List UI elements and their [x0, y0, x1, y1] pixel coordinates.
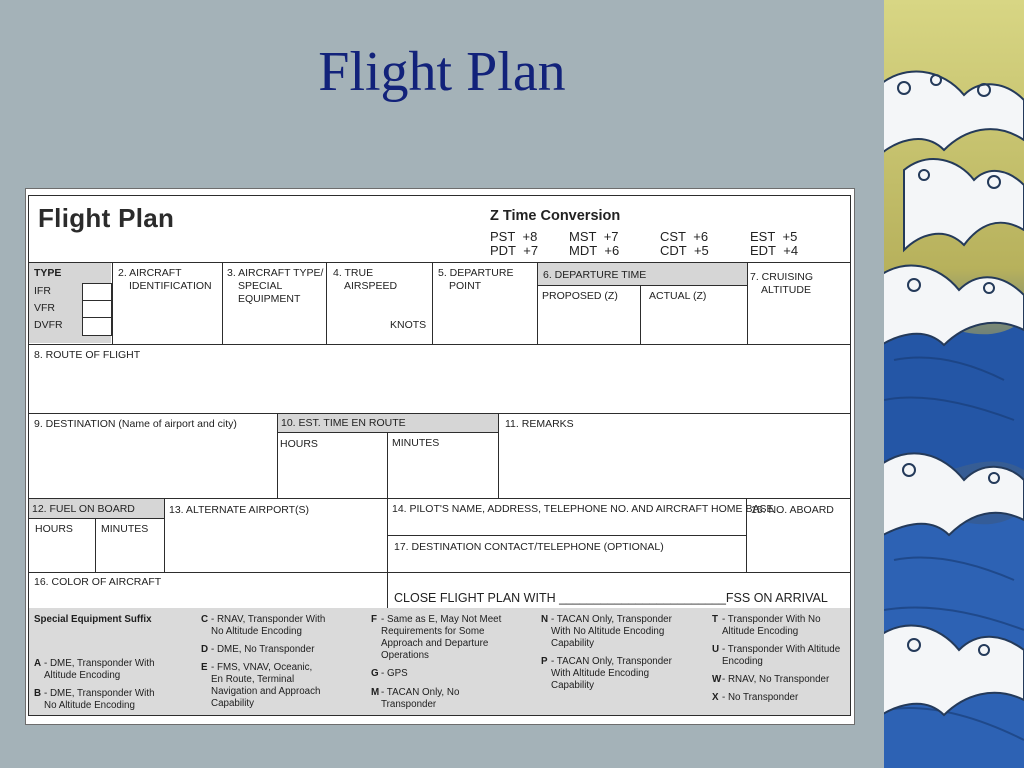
fuel-hours-field[interactable] [29, 537, 94, 571]
close-flight-plan-text: CLOSE FLIGHT PLAN WITH ________________________FSS ON ARRIVAL [394, 591, 828, 605]
ete-minutes-label: MINUTES [392, 437, 440, 449]
departure-proposed-field[interactable] [538, 305, 639, 343]
grid-line [28, 518, 164, 519]
departure-point-field[interactable] [433, 298, 536, 343]
aircraft-type-label-3: EQUIPMENT [238, 293, 301, 305]
suffix-w-code: W [712, 674, 722, 685]
fuel-minutes-field[interactable] [96, 537, 163, 571]
z-zone-pst: PST +8 [490, 229, 538, 244]
aircraft-type-label-1: 3. AIRCRAFT TYPE/ [227, 267, 324, 279]
suffix-p-code: P [541, 656, 548, 667]
z-zone-edt: EDT +4 [750, 243, 799, 258]
grid-line [28, 572, 851, 573]
suffix-w-text: - RNAV, No Transponder [722, 674, 830, 685]
ete-hours-label: HOURS [280, 438, 318, 450]
suffix-e-text: - FMS, VNAV, Oceanic, En Route, Terminal Navigation and Approach Capability [211, 662, 321, 709]
suffix-d-text: - DME, No Transponder [211, 644, 315, 655]
suffix-b-code: B [34, 688, 42, 699]
suffix-m-code: M [371, 687, 380, 698]
suffix-b-text: - DME, Transponder With No Altitude Encoding [44, 688, 155, 711]
slide-title: Flight Plan [318, 41, 566, 103]
z-zone-pdt: PDT +7 [490, 243, 539, 258]
suffix-t-text: - Transponder With No Altitude Encoding [722, 614, 821, 637]
suffix-g-code: G [371, 668, 379, 679]
suffix-u-code: U [712, 644, 720, 655]
aircraft-id-label-1: 2. AIRCRAFT [118, 267, 182, 279]
form-grid [28, 195, 851, 716]
remarks-label: 11. REMARKS [505, 418, 574, 430]
airspeed-unit: KNOTS [390, 319, 427, 331]
grid-line [387, 535, 746, 536]
z-zone-mdt: MDT +6 [569, 243, 620, 258]
remarks-field[interactable] [499, 433, 850, 497]
z-zone-mst: MST +7 [569, 229, 619, 244]
grid-line [28, 413, 851, 414]
ete-hours-field[interactable] [278, 453, 386, 497]
alternate-field[interactable] [165, 519, 386, 571]
cruising-alt-label-2: ALTITUDE [761, 284, 811, 296]
type-label: TYPE [34, 267, 62, 279]
grid-line [28, 344, 851, 345]
z-zone-cst: CST +6 [660, 229, 709, 244]
grid-line [28, 498, 851, 499]
cruising-alt-label-1: 7. CRUISING [750, 271, 814, 283]
alternate-label: 13. ALTERNATE AIRPORT(S) [169, 504, 310, 516]
flight-plan-form [25, 188, 855, 725]
suffix-p-text: - TACAN Only, Transponder With Altitude Encoding Capability [551, 656, 672, 691]
departure-time-label: 6. DEPARTURE TIME [543, 269, 647, 281]
route-label: 8. ROUTE OF FLIGHT [34, 349, 141, 361]
color-field[interactable] [29, 590, 386, 607]
suffix-u-text: - Transponder With Altitude Encoding [722, 644, 841, 667]
grid-line [387, 498, 388, 608]
suffix-n-code: N [541, 614, 549, 625]
wave-decoration-image [884, 0, 1024, 768]
grid-line [28, 262, 851, 263]
suffix-x-text: - No Transponder [722, 692, 799, 703]
contact-label: 17. DESTINATION CONTACT/TELEPHONE (OPTIONAL) [394, 541, 664, 553]
suffix-g-text: - GPS [381, 668, 408, 679]
aboard-label: 15. NO. ABOARD [751, 504, 834, 516]
z-zone-cdt: CDT +5 [660, 243, 709, 258]
fuel-minutes-label: MINUTES [101, 523, 149, 535]
suffix-n-text: - TACAN Only, Transponder With No Altitude Encoding Capability [551, 614, 672, 649]
pilot-field[interactable] [388, 517, 745, 534]
suffix-e-code: E [201, 662, 208, 673]
type-ifr-label: IFR [34, 285, 51, 297]
departure-point-label-1: 5. DEPARTURE [438, 267, 514, 279]
grid-line [537, 285, 747, 286]
z-zone-est: EST +5 [750, 229, 798, 244]
suffix-c-text: - RNAV, Transponder With No Altitude Encoding [211, 614, 326, 637]
suffix-title: Special Equipment Suffix [34, 614, 152, 625]
departure-actual-field[interactable] [641, 305, 746, 343]
z-time-title: Z Time Conversion [490, 208, 621, 224]
departure-proposed-label: PROPOSED (Z) [542, 290, 618, 302]
suffix-a-text: - DME, Transponder With Altitude Encoding [44, 658, 155, 681]
suffix-c-code: C [201, 614, 209, 625]
contact-field[interactable] [388, 555, 745, 571]
equipment-suffix-legend [28, 608, 851, 716]
type-ifr-checkbox[interactable] [82, 283, 112, 301]
aircraft-id-label-2: IDENTIFICATION [129, 280, 212, 292]
fuel-label: 12. FUEL ON BOARD [32, 503, 135, 515]
airspeed-label-2: AIRSPEED [344, 280, 398, 292]
destination-label: 9. DESTINATION (Name of airport and city) [34, 418, 237, 430]
suffix-x-code: X [712, 692, 719, 703]
type-dvfr-label: DVFR [34, 319, 63, 331]
type-dvfr-checkbox[interactable] [82, 317, 112, 336]
departure-actual-label: ACTUAL (Z) [649, 290, 707, 302]
destination-field[interactable] [29, 433, 276, 497]
aircraft-type-label-2: SPECIAL [238, 280, 283, 292]
pilot-label: 14. PILOT'S NAME, ADDRESS, TELEPHONE NO. AND AIRCRAFT HOME BASE [392, 503, 774, 515]
color-label: 16. COLOR OF AIRCRAFT [34, 576, 162, 588]
cruising-alt-field[interactable] [748, 300, 850, 343]
aircraft-id-field[interactable] [113, 298, 221, 343]
ete-minutes-field[interactable] [388, 453, 497, 497]
type-vfr-checkbox[interactable] [82, 300, 112, 318]
ete-label: 10. EST. TIME EN ROUTE [281, 417, 406, 429]
suffix-f-code: F [371, 614, 377, 625]
aboard-field[interactable] [747, 519, 850, 571]
form-title: Flight Plan [38, 203, 175, 233]
fuel-hours-label: HOURS [35, 523, 73, 535]
suffix-a-code: A [34, 658, 42, 669]
suffix-m-text: - TACAN Only, No Transponder [381, 687, 460, 710]
suffix-f-text: - Same as E, May Not Meet Requirements for Some Approach and Departure Operations [381, 614, 502, 661]
airspeed-label-1: 4. TRUE [333, 267, 374, 279]
type-vfr-label: VFR [34, 302, 55, 314]
route-field[interactable] [29, 363, 850, 412]
suffix-d-code: D [201, 644, 209, 655]
suffix-t-code: T [712, 614, 718, 625]
aircraft-type-field[interactable] [223, 309, 325, 343]
departure-point-label-2: POINT [449, 280, 482, 292]
airspeed-field[interactable] [327, 298, 387, 343]
